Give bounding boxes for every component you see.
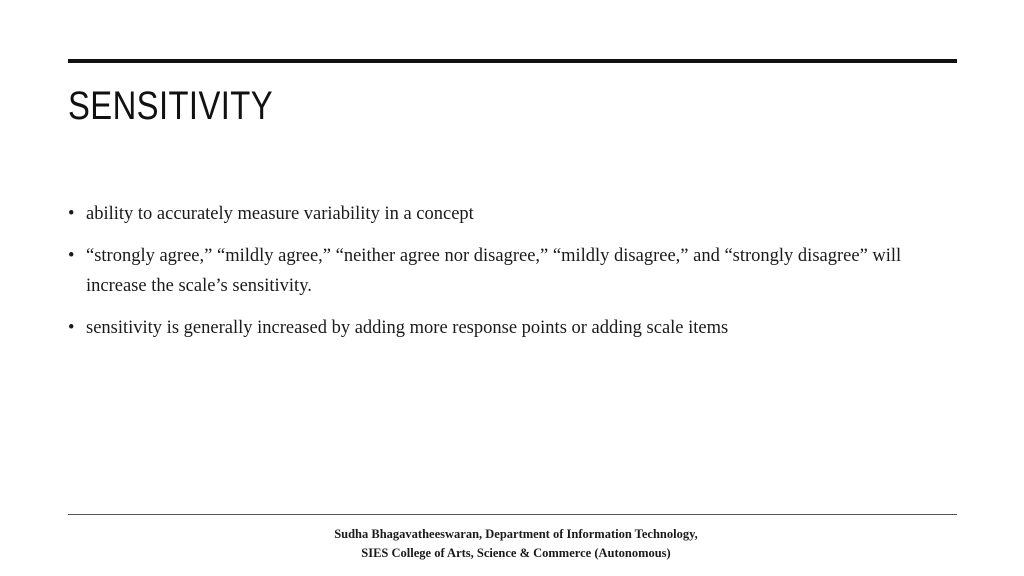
bullet-item xyxy=(68,199,948,229)
bullet-text: ability to accurately measure variability in a concept xyxy=(86,204,474,224)
bullet-dot-icon: • xyxy=(68,246,75,266)
bullet-list xyxy=(68,199,948,355)
footer xyxy=(4,525,1024,563)
slide-title: SENSITIVITY xyxy=(68,84,273,128)
footer-line-institution: SIES College of Arts, Science & Commerce (Autonomous) xyxy=(361,546,671,560)
bullet-text: “strongly agree,” “mildly agree,” “neither agree nor disagree,” “mildly disagree,” and “strongly disagree” will increase the scale’s sensitivity. xyxy=(86,246,902,296)
bullet-text: sensitivity is generally increased by adding more response points or adding scale items xyxy=(86,318,729,338)
bullet-item xyxy=(68,313,948,343)
bullet-dot-icon: • xyxy=(68,318,75,338)
bullet-item xyxy=(68,241,948,301)
bullet-dot-icon: • xyxy=(68,204,75,224)
footer-line-author: Sudha Bhagavatheeswaran, Department of Information Technology, xyxy=(334,527,698,541)
footer-rule xyxy=(68,514,957,515)
title-top-rule xyxy=(68,59,957,63)
